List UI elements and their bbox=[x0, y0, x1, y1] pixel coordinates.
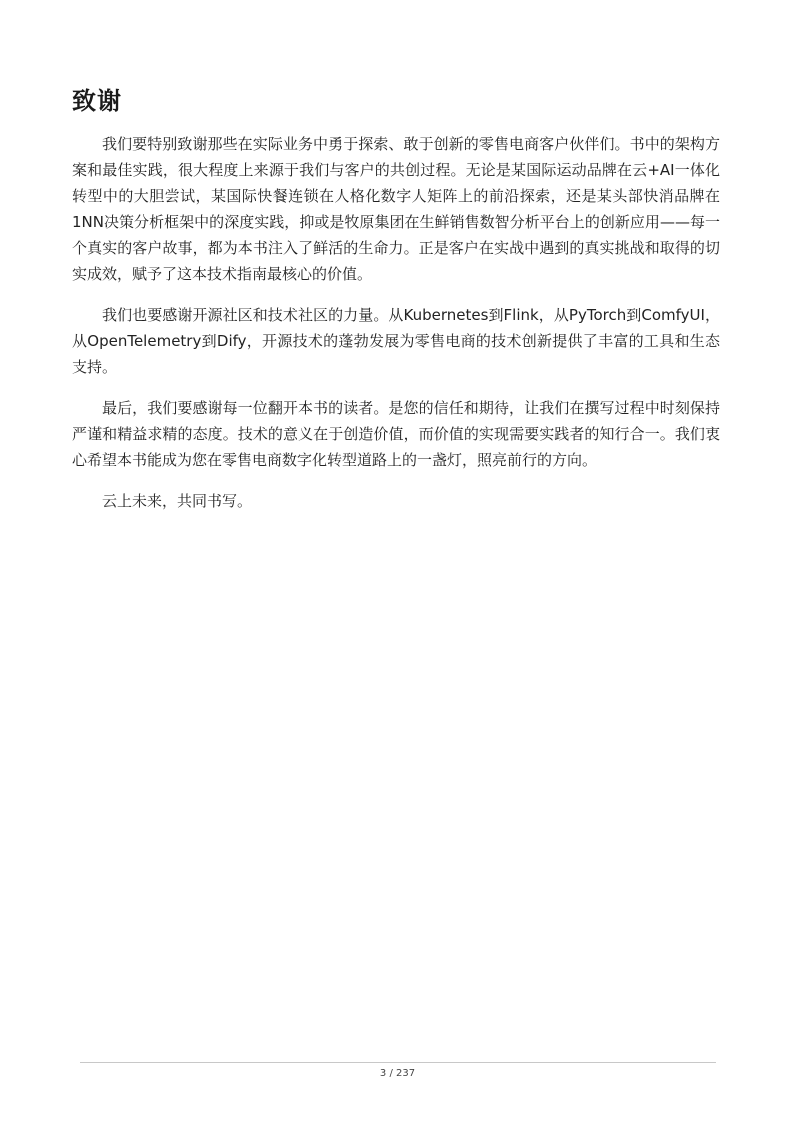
document-body bbox=[72, 131, 720, 529]
paragraph-open-source-thanks: 我们也要感谢开源社区和技术社区的力量。从Kubernetes到Flink，从PyTorch到ComfyUI，从OpenTelemetry到Dify，开源技术的蓬勃发展为零售电商的技术创新提供了丰富的工具和生态支持。 bbox=[72, 306, 720, 376]
paragraph-reader-thanks: 最后，我们要感谢每一位翻开本书的读者。是您的信任和期待，让我们在撰写过程中时刻保持严谨和精益求精的态度。技术的意义在于创造价值，而价值的实现需要实践者的知行合一。我们衷心希望本书能成为您在零售电商数字化转型道路上的一盏灯，照亮前行的方向。 bbox=[72, 399, 720, 469]
page-heading: 致谢 bbox=[72, 87, 122, 115]
footer-divider bbox=[80, 1062, 716, 1063]
paragraph-customer-thanks: 我们要特别致谢那些在实际业务中勇于探索、敢于创新的零售电商客户伙伴们。书中的架构方案和最佳实践，很大程度上来源于我们与客户的共创过程。无论是某国际运动品牌在云+AI一体化转型中的大胆尝试，某国际快餐连锁在人格化数字人矩阵上的前沿探索，还是某头部快消品牌在1NN决策分析框架中的深度实践，抑或是牧原集团在生鲜销售数智分析平台上的创新应用——每一个真实的客户故事，都为本书注入了鲜活的生命力。正是客户在实战中遇到的真实挑战和取得的切实成效，赋予了这本技术指南最核心的价值。 bbox=[72, 135, 720, 283]
page-number: 3 / 237 bbox=[379, 1068, 416, 1079]
paragraph-closing: 云上未来，共同书写。 bbox=[102, 492, 253, 510]
